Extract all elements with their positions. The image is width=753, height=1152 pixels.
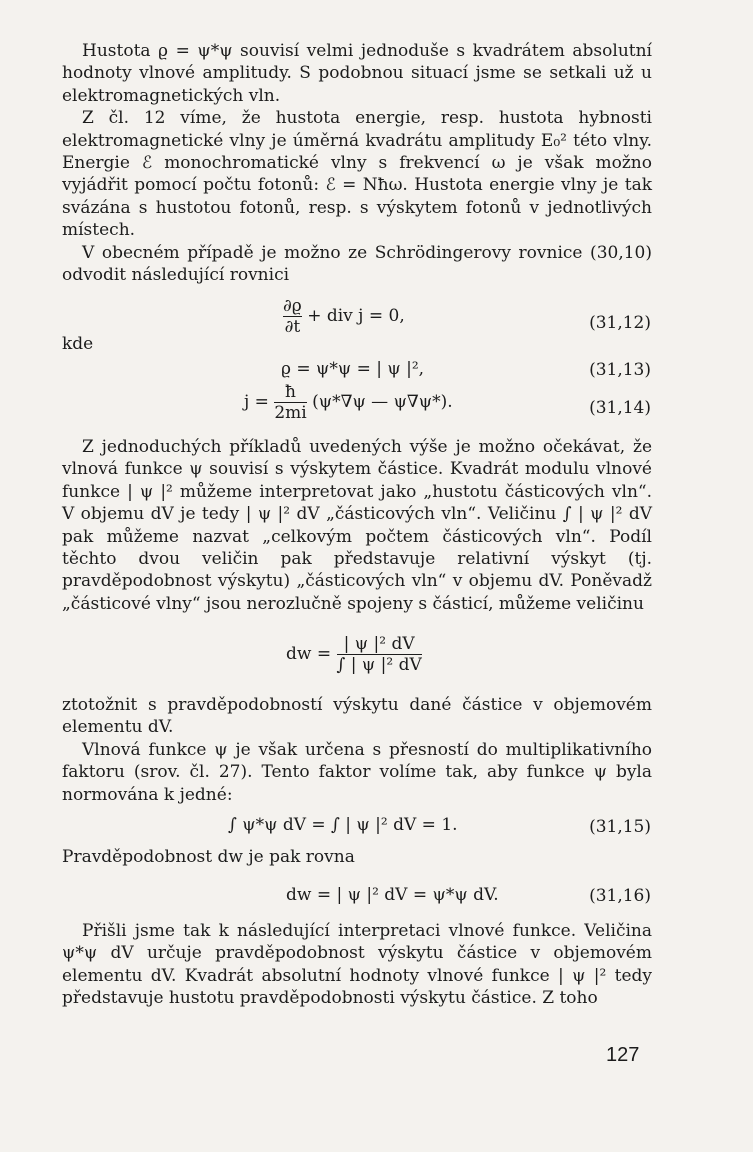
equation-31-15: ∫ ψ*ψ dV = ∫ | ψ |² dV = 1. <box>228 815 458 835</box>
denominator: ∫ | ψ |² dV <box>336 655 422 675</box>
numerator: ∂ϱ <box>283 296 302 316</box>
numerator: ħ <box>285 382 296 402</box>
equation-lhs: j = <box>244 392 269 412</box>
paragraph-1: Hustota ϱ = ψ*ψ souvisí velmi jednoduše s kvadrátem absolutní hodnoty vlnové amplitudy. S podobnou situací jsme se setkali už u elektromagnetických vln. <box>62 41 652 106</box>
paragraph-2: Z čl. 12 víme, že hustota energie, resp. hustota hybnosti elektromagnetické vlny je úměrná kvadrátu amplitudy E₀² této vlny. Energie ℰ monochromatické vlny s frekvencí ω je však možno vyjádřit pomocí počtu fotonů: ℰ = Nħω. Hustota energie vlny je tak svázána s hustotou fotonů, resp. s výskytem fotonů v jednotlivých místech. <box>62 108 652 241</box>
equation-rest: + div j = 0, <box>307 306 405 326</box>
equation-31-12 <box>283 296 405 337</box>
kde-word: kde <box>62 334 94 354</box>
denominator: 2mi <box>274 403 307 423</box>
text-block-p7 <box>62 846 652 868</box>
equation-31-14 <box>244 382 453 423</box>
equation-31-13: ϱ = ψ*ψ = | ψ |², <box>281 359 425 379</box>
equation-dw <box>286 634 422 675</box>
paragraph-7: Pravděpodobnost dw je pak rovna <box>62 847 355 867</box>
text-block-lower <box>62 694 652 806</box>
paragraph-5: ztotožnit s pravděpodobností výskytu dané částice v objemovém elementu dV. <box>62 695 652 738</box>
paragraph-4: Z jednoduchých příkladů uvedených výše je možno očekávat, že vlnová funkce ψ souvisí s výskytem částice. Kvadrát modulu vlnové funkce | ψ |² můžeme interpretovat jako „hustotu částicových vln“. V objemu dV je tedy | ψ |² dV „částicových vln“. Veličinu ∫ | ψ |² dV pak můžeme nazvat „celkovým počtem částicových vln“. Podíl těchto dvou veličin pak představuje relativní výskyt (tj. pravděpodobnost výskytu) „částicových vln“ v objemu dV. Poněvadž „částicové vlny“ jsou nerozlučně spojeny s částicí, můžeme veličinu <box>62 437 652 614</box>
page-number: 127 <box>606 1044 640 1066</box>
paragraph-3: V obecném případě je možno ze Schrödingerovy rovnice (30,10) odvodit následující rovnici <box>62 242 652 286</box>
paragraph-6: Vlnová funkce ψ je však určena s přesností do multiplikativního faktoru (srov. čl. 27). Tento faktor volíme tak, aby funkce ψ byla normována k jedné: <box>62 739 652 805</box>
equation-label-31-16: (31,16) <box>589 886 651 906</box>
fraction <box>283 296 302 337</box>
equation-label-31-15: (31,15) <box>589 817 651 837</box>
fraction <box>274 382 306 423</box>
text-block-top <box>62 40 652 286</box>
equation-rest: (ψ*∇ψ — ψ∇ψ*). <box>312 392 453 412</box>
fraction <box>337 634 422 675</box>
equation-lhs: dw = <box>286 644 332 664</box>
numerator: | ψ |² dV <box>343 634 415 654</box>
text-block-bottom <box>62 920 652 1010</box>
denominator: ∂t <box>284 317 301 337</box>
equation-label-31-12: (31,12) <box>589 313 651 333</box>
paragraph-8: Přišli jsme tak k následující interpretaci vlnové funkce. Veličina ψ*ψ dV určuje pravděpodobnost výskytu částice v objemovém elementu dV. Kvadrát absolutní hodnoty vlnové funkce | ψ |² tedy představuje hustotu pravděpodobnosti výskytu částice. Z toho <box>62 921 652 1009</box>
text-block-middle <box>62 436 652 615</box>
equation-label-31-13: (31,13) <box>589 360 651 380</box>
equation-31-16: dw = | ψ |² dV = ψ*ψ dV. <box>286 885 499 905</box>
equation-label-31-14: (31,14) <box>589 398 651 418</box>
